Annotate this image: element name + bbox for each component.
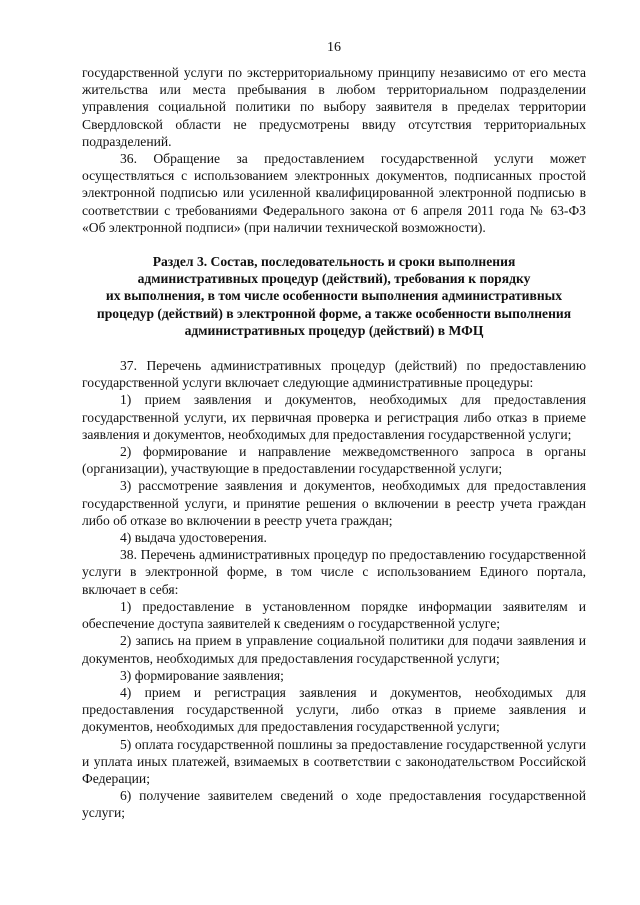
- paragraph: 37. Перечень административных процедур (действий) по предоставлению государственной услуги включает следующие административные процедуры:: [82, 358, 586, 391]
- list-item: 6) получение заявителем сведений о ходе предоставления государственной услуги;: [82, 788, 586, 821]
- paragraph: государственной услуги по экстерриториальному принципу независимо от его места жительства или места пребывания в любом территориальном подразделении управления социальной политики по выбору заявителя в пределах территории Свердловской области не предусмотрены ввиду отсутствия территориальных подразделений.: [82, 65, 586, 149]
- section-heading: [82, 253, 586, 339]
- section-heading-line: процедур (действий) в электронной форме, а также особенности выполнения: [96, 305, 572, 321]
- list-item: 2) запись на прием в управление социальной политики для подачи заявления и документов, необходимых для предоставления государственной услуги;: [82, 633, 586, 666]
- list-item: 3) рассмотрение заявления и документов, необходимых для предоставления государственной услуги, и принятие решения о включении в реестр учета граждан либо об отказе во включении в реестр учета граждан;: [82, 478, 586, 528]
- paragraph: 36. Обращение за предоставлением государственной услуги может осуществляться с использованием электронных документов, подписанных простой электронной подписью или усиленной квалифицированной электронной подписью в соответствии с требованиями Федерального закона от 6 апреля 2011 года № 63-ФЗ «Об электронной подписи» (при наличии технической возможности).: [82, 151, 586, 235]
- paragraph: 38. Перечень административных процедур по предоставлению государственной услуги в электронной форме, в том числе с использованием Единого портала, включает в себя:: [82, 547, 586, 597]
- section-heading-line: Раздел 3. Состав, последовательность и сроки выполнения: [152, 254, 516, 270]
- list-item: 1) предоставление в установленном порядке информации заявителям и обеспечение доступа заявителей к сведениям о государственной услуге;: [82, 598, 586, 632]
- section-heading-line: их выполнения, в том числе особенности выполнения административных: [105, 288, 563, 304]
- list-item: 4) прием и регистрация заявления и документов, необходимых для предоставления государственной услуги, либо отказ в приеме заявления и документов, необходимых для предоставления государственной услуги;: [82, 684, 586, 735]
- list-item: 3) формирование заявления;: [120, 667, 284, 683]
- list-item: 4) выдача удостоверения.: [120, 530, 267, 546]
- section-heading-line: административных процедур (действий) в МФЦ: [184, 322, 484, 338]
- list-item: 5) оплата государственной пошлины за предоставление государственной услуги и уплата иных платежей, взимаемых в соответствии с законодательством Российской Федерации;: [82, 736, 586, 786]
- list-item: 1) прием заявления и документов, необходимых для предоставления государственной услуги, их первичная проверка и регистрация либо отказ в приеме заявления и документов, необходимых для предоставления государственной услуги;: [82, 392, 586, 442]
- section-heading-line: административных процедур (действий), требования к порядку: [137, 271, 531, 287]
- page-number: 16: [327, 40, 341, 55]
- document-body: [82, 64, 586, 822]
- list-item: 2) формирование и направление межведомственного запроса в органы (организации), участвующие в предоставлении государственной услуги;: [82, 444, 586, 477]
